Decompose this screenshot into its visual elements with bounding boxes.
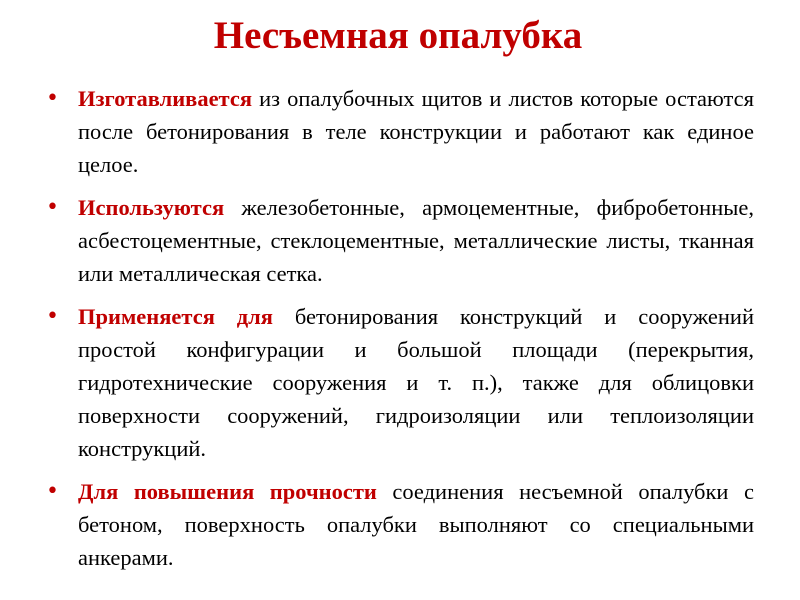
bullet-lead: Используются — [78, 195, 225, 220]
bullet-text: из опалубочных щитов и листов которые остаются после бетонирования в теле конструкции и работают как единое целое. — [78, 86, 754, 177]
bullet-lead: Применяется для — [78, 304, 273, 329]
bullet-text: соединения несъемной опалубки с бетоном, поверхность опалубки выполняют со специальными анкерами. — [78, 479, 754, 570]
bullet-text: железобетонные, армоцементные, фибробетонные, асбестоцементные, стеклоцементные, металлические листы, тканная или металлическая сетка. — [78, 195, 754, 286]
bullet-item — [46, 191, 754, 290]
bullet-list — [46, 82, 754, 584]
bullet-dot: • — [46, 195, 59, 220]
bullet-dot: • — [46, 304, 59, 329]
bullet-dot: • — [46, 479, 59, 504]
bullet-dot: • — [46, 86, 59, 111]
bullet-lead: Для повышения прочности — [78, 479, 377, 504]
bullet-item — [46, 475, 754, 574]
bullet-item — [46, 300, 754, 465]
bullet-lead: Изготавливается — [78, 86, 253, 111]
bullet-item — [46, 82, 754, 181]
slide-title: Несъемная опалубка — [213, 14, 583, 57]
bullet-text: бетонирования конструкций и сооружений простой конфигурации и большой площади (перекрытия, гидротехнические сооружения и т. п.), также для облицовки поверхности сооружений, гидроизоляции или теплоизоляции конструкций. — [78, 304, 754, 461]
